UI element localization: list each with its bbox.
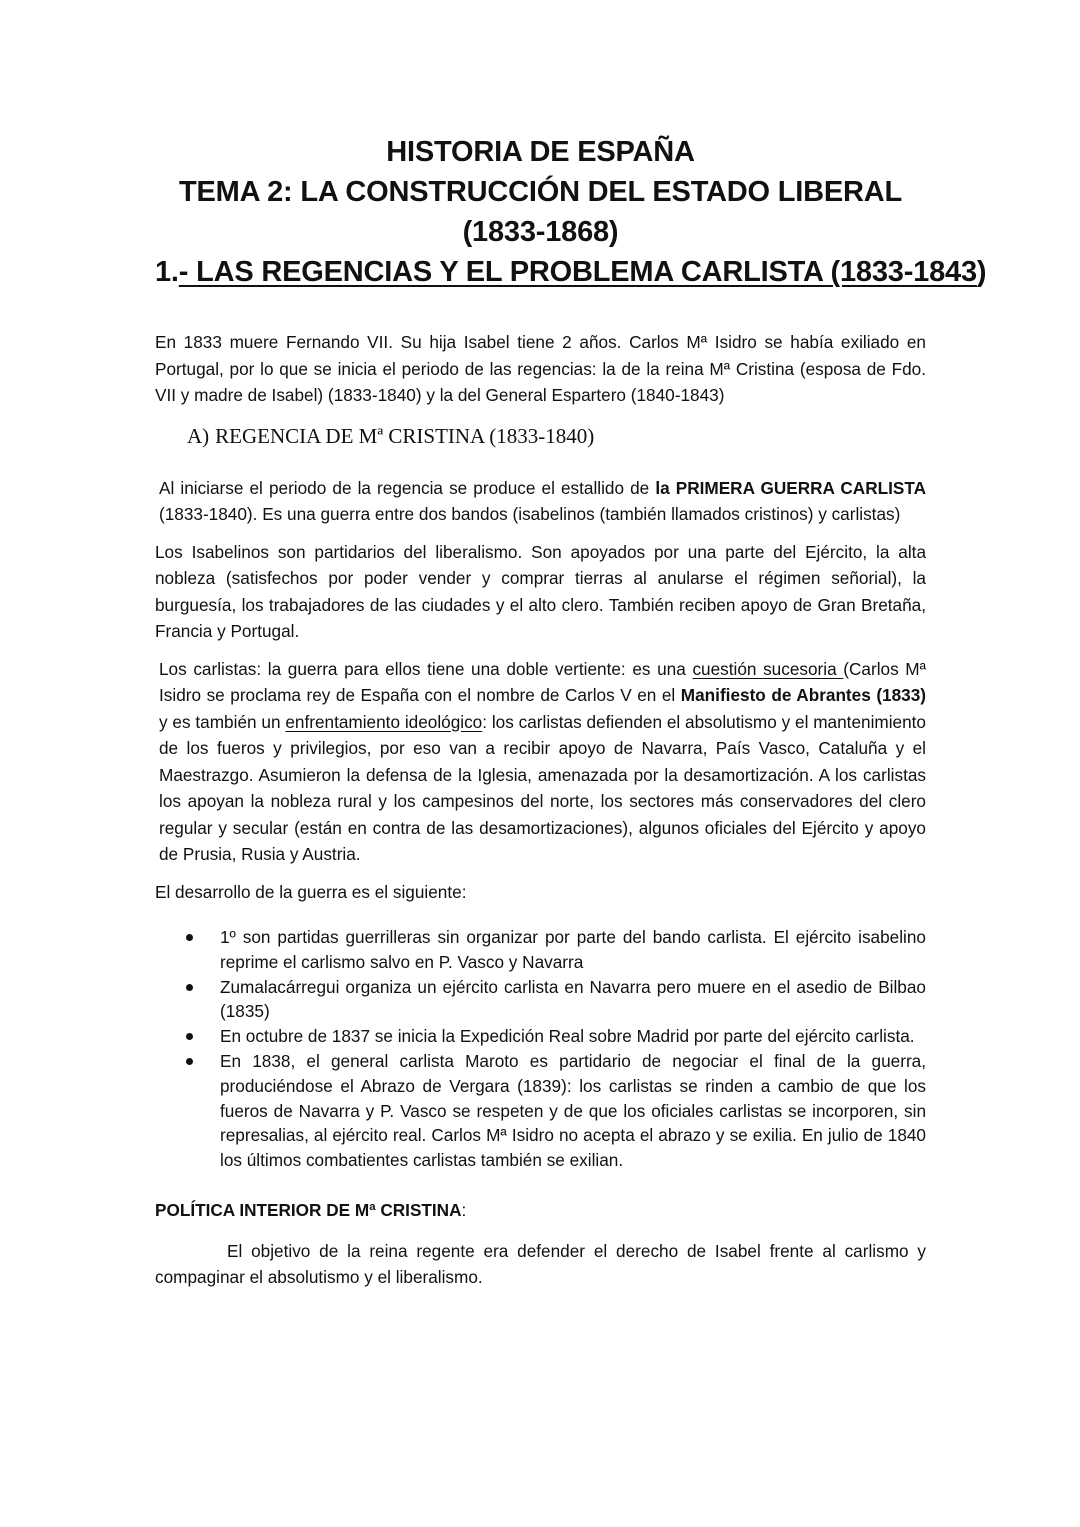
list-item-text: En octubre de 1837 se inicia la Expedición Real sobre Madrid por parte del ejército carlista. <box>220 1026 915 1047</box>
list-item-text: En 1838, el general carlista Maroto es partidario de negociar el final de la guerra, produciéndose el Abrazo de Vergara (1839): los carlistas se rinden a cambio de que los fueros de Navarra y P. Vasco se respeten y de que los oficiales carlistas se incorporen, sin represalias, al ejército real. Carlos Mª Isidro no acepta el abrazo y se exilia. En julio de 1840 los últimos combatientes carlistas también se exilian. <box>220 1050 926 1171</box>
section-heading-suffix: ) <box>976 256 987 288</box>
para3-text-2: (Carlos Mª Isidro se proclama rey de España con el nombre de Carlos V en el <box>159 658 926 705</box>
section-heading-underlined: - LAS REGENCIAS Y EL PROBLEMA CARLISTA (1833-1843 <box>178 256 977 288</box>
list-item <box>155 1024 926 1049</box>
list-item <box>155 1049 926 1173</box>
subsection-letter: A) <box>187 423 210 448</box>
para1-text-start: Al iniciarse el periodo de la regencia se produce el estallido de <box>159 477 656 498</box>
subsection-heading <box>187 421 926 451</box>
para3-underlined-2: enfrentamiento ideológico <box>285 711 483 732</box>
topic-title: TEMA 2: LA CONSTRUCCIÓN DEL ESTADO LIBERAL <box>178 176 903 208</box>
para3-text-3: y es también un <box>159 711 286 732</box>
para3-text-4: : los carlistas defienden el absolutismo y el mantenimiento de los fueros y privilegios, por eso van a recibir apoyo de Navarra, País Vasco, Cataluña y el Maestrazgo. Asumieron la defensa de la Iglesia, amenazada por la desamortización. A los carlistas los apoyan la nobleza rural y los campesinos del norte, los sectores más conservadores del clero regular y secular (están en contra de las desamortizaciones), algunos oficiales del Ejército y apoyo de Prusia, Rusia y Austria. <box>159 711 926 864</box>
war-events-list <box>155 925 926 1173</box>
bullet-icon <box>186 1033 193 1040</box>
first-war-paragraph <box>159 475 926 528</box>
list-item <box>155 975 926 1025</box>
topic-dates: (1833-1868) <box>462 216 619 248</box>
para3-bold-term: Manifiesto de Abrantes (1833) <box>680 685 926 705</box>
bullet-icon <box>186 984 193 991</box>
document-title: HISTORIA DE ESPAÑA <box>386 136 695 168</box>
section-heading <box>155 252 987 292</box>
para3-underlined-1: cuestión sucesoria <box>692 658 844 679</box>
isabelinos-paragraph: Los Isabelinos son partidarios del liberalismo. Son apoyados por una parte del Ejército, la alta nobleza (satisfechos por poder vender y comprar tierras al anularse el régimen señorial), la burguesía, los trabajadores de las ciudades y el alto clero. También reciben apoyo de Gran Bretaña, Francia y Portugal. <box>155 541 926 641</box>
subsection-title: REGENCIA DE Mª CRISTINA (1833-1840) <box>215 423 595 448</box>
interior-policy-colon: : <box>461 1199 467 1220</box>
para1-bold-term: la PRIMERA GUERRA CARLISTA <box>655 477 926 498</box>
para1-text-end: (1833-1840). Es una guerra entre dos bandos (isabelinos (también llamados cristinos) y carlistas) <box>159 504 901 524</box>
intro-paragraph: En 1833 muere Fernando VII. Su hija Isabel tiene 2 años. Carlos Mª Isidro se había exiliado en Portugal, por lo que se inicia el periodo de las regencias: la de la reina Mª Cristina (esposa de Fdo. VII y madre de Isabel) (1833-1840) y la del General Espartero (1840-1843) <box>155 332 926 405</box>
list-item <box>155 925 926 975</box>
section-number: 1. <box>155 256 179 288</box>
interior-policy-title: POLÍTICA INTERIOR DE Mª CRISTINA <box>155 1199 462 1220</box>
bullet-icon <box>186 934 193 941</box>
bullet-icon <box>186 1058 193 1065</box>
interior-policy-heading <box>155 1197 926 1223</box>
list-item-text: Zumalacárregui organiza un ejército carlista en Navarra pero muere en el asedio de Bilbao (1835) <box>220 976 926 1022</box>
list-item-text: 1º son partidas guerrilleras sin organizar por parte del bando carlista. El ejército isabelino reprime el carlismo salvo en P. Vasco y Navarra <box>220 927 926 972</box>
para3-text-1: Los carlistas: la guerra para ellos tiene una doble vertiente: es una <box>159 658 693 679</box>
interior-policy-paragraph: El objetivo de la reina regente era defender el derecho de Isabel frente al carlismo y compaginar el absolutismo y el liberalismo. <box>155 1240 926 1288</box>
carlistas-paragraph <box>159 656 926 868</box>
war-development-intro: El desarrollo de la guerra es el siguiente: <box>155 881 467 902</box>
